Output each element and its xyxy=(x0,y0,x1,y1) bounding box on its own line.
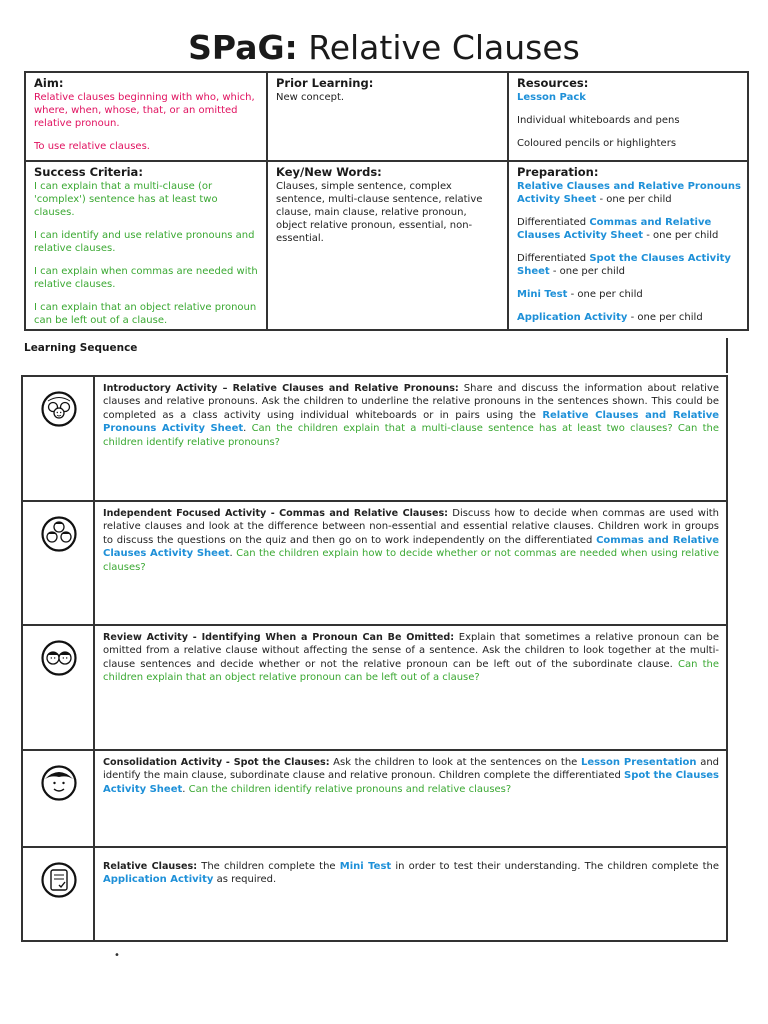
activity-row xyxy=(23,377,726,500)
success-criteria-heading: Success Criteria: xyxy=(34,165,143,179)
prior-learning-cell xyxy=(268,73,507,160)
whole-class-icon xyxy=(41,391,77,427)
key-words-text: Clauses, simple sentence, complex sentence, multi-clause sentence, relative clause, main clause, relative pronoun, object relative pronoun, essential, non-essential. xyxy=(276,181,483,244)
preparation-cell xyxy=(509,162,749,329)
preparation-item: Differentiated Spot the Clauses Activity Sheet - one per child xyxy=(517,253,731,277)
learning-sequence-heading: Learning Sequence xyxy=(24,342,138,354)
success-criterion: I can explain that a multi-clause (or 'complex') sentence has at least two clauses. xyxy=(34,181,218,218)
activity-sheet-link[interactable]: Commas and Relative Clauses Activity Sheet xyxy=(517,217,712,241)
activity-description: Independent Focused Activity - Commas and Relative Clauses: Discuss how to decide when commas are used with relative clauses and look at the difference between non-essential and essential relative clauses. Children work in groups to discuss the questions on the quiz and then go on to work independently on the differentiated Commas and Relative Clauses Activity Sheet. Can the children explain how to decide whether or not commas are needed when using relative clauses? xyxy=(103,508,720,573)
activity-sheet-link[interactable]: Relative Clauses and Relative Pronouns Activity Sheet xyxy=(517,181,741,205)
preparation-item: Application Activity - one per child xyxy=(517,312,703,323)
assessment-question: Can the children explain how to decide whether or not commas are needed when using relative clauses? xyxy=(103,548,720,573)
application-activity-link[interactable]: Application Activity xyxy=(517,312,628,323)
activity-row xyxy=(23,502,726,624)
activity-sheet-link[interactable]: Spot the Clauses Activity Sheet xyxy=(103,770,720,795)
mini-test-link[interactable]: Mini Test xyxy=(339,861,392,872)
success-criterion: I can identify and use relative pronouns and relative clauses. xyxy=(34,230,255,254)
lesson-overview-table xyxy=(24,71,749,331)
footer-mark: • xyxy=(114,950,120,961)
activity-row xyxy=(23,626,726,749)
prior-learning-heading: Prior Learning: xyxy=(276,76,374,90)
resources-heading: Resources: xyxy=(517,76,589,90)
assessment-icon xyxy=(41,862,77,898)
activity-description: Review Activity - Identifying When a Pronoun Can Be Omitted: Explain that sometimes a relative pronoun can be omitted from a relative clause without affecting the sense of a sentence. Ask the children to look together at the multi-clause sentences and decide whether or not the relative pronoun can be left out of the subordinate clause. Can the children explain that an object relative pronoun can be left out of a clause? xyxy=(103,632,719,684)
group-icon xyxy=(41,516,77,552)
lesson-presentation-link[interactable]: Lesson Presentation xyxy=(580,757,697,768)
prior-learning-text: New concept. xyxy=(276,92,345,103)
assessment-question: Can the children explain that an object relative pronoun can be left out of a clause? xyxy=(103,658,719,684)
resource-item: Individual whiteboards and pens xyxy=(517,115,680,126)
resource-item: Coloured pencils or highlighters xyxy=(517,138,677,149)
activity-sheet-link[interactable]: Spot the Clauses Activity Sheet xyxy=(517,253,731,277)
preparation-item: Relative Clauses and Relative Pronouns Activity Sheet - one per child xyxy=(517,181,741,205)
activity-description: Introductory Activity – Relative Clauses and Relative Pronouns: Share and discuss the information about relative clauses and relative pronouns. Ask the children to underline the relative pronouns in the sentences shown. This could be completed as a class activity using individual whiteboards or in pairs using the Relative Clauses and Relative Pronouns Activity Sheet. Can the children explain that a multi-clause sentence has at least two clauses? Can the children identify relative pronouns? xyxy=(103,383,720,448)
preparation-item: Mini Test - one per child xyxy=(517,289,643,300)
activity-description: Consolidation Activity - Spot the Clauses: Ask the children to look at the sentences on the Lesson Presentation and identify the main clause, subordinate clause and relative pronoun. Children complete the differentiated Spot the Clauses Activity Sheet. Can the children identify relative pronouns and relative clauses? xyxy=(103,757,720,795)
assessment-question: Can the children identify relative pronouns and relative clauses? xyxy=(188,783,512,795)
resources-cell xyxy=(509,73,749,160)
activity-sheet-link[interactable]: Commas and Relative Clauses Activity Sheet xyxy=(103,534,720,560)
preparation-heading: Preparation: xyxy=(517,165,599,179)
success-criteria-cell xyxy=(26,162,266,329)
aim-cell xyxy=(26,73,266,160)
aim-heading: Aim: xyxy=(34,76,64,90)
key-words-cell xyxy=(268,162,507,329)
aim-text-2: To use relative clauses. xyxy=(34,141,150,152)
assessment-question: Can the children explain that a multi-clause sentence has at least two clauses? Can the children identify relative pronouns? xyxy=(103,423,720,448)
application-activity-link[interactable]: Application Activity xyxy=(103,874,214,886)
page-title: SPaG: Relative Clauses xyxy=(188,28,580,67)
activity-row xyxy=(23,848,726,940)
lesson-pack-link[interactable]: Lesson Pack xyxy=(517,92,586,103)
success-criterion: I can explain that an object relative pronoun can be left out of a clause. xyxy=(34,302,257,326)
key-words-heading: Key/New Words: xyxy=(276,165,382,179)
pair-icon xyxy=(41,640,77,676)
activity-row xyxy=(23,751,726,846)
activity-description: Relative Clauses: The children complete the Mini Test in order to test their understanding. The children complete the Application Activity as required. xyxy=(103,861,720,886)
preparation-item: Differentiated Commas and Relative Clauses Activity Sheet - one per child xyxy=(517,217,719,241)
mini-test-link[interactable]: Mini Test xyxy=(517,289,568,300)
activity-sheet-link[interactable]: Relative Clauses and Relative Pronouns Activity Sheet xyxy=(103,409,719,435)
success-criterion: I can explain when commas are needed with relative clauses. xyxy=(34,266,258,290)
aim-text: Relative clauses beginning with who, which, where, when, whose, that, or an omitted relative pronoun. xyxy=(34,92,255,129)
individual-icon xyxy=(41,765,77,801)
learning-sequence-table xyxy=(21,375,728,942)
